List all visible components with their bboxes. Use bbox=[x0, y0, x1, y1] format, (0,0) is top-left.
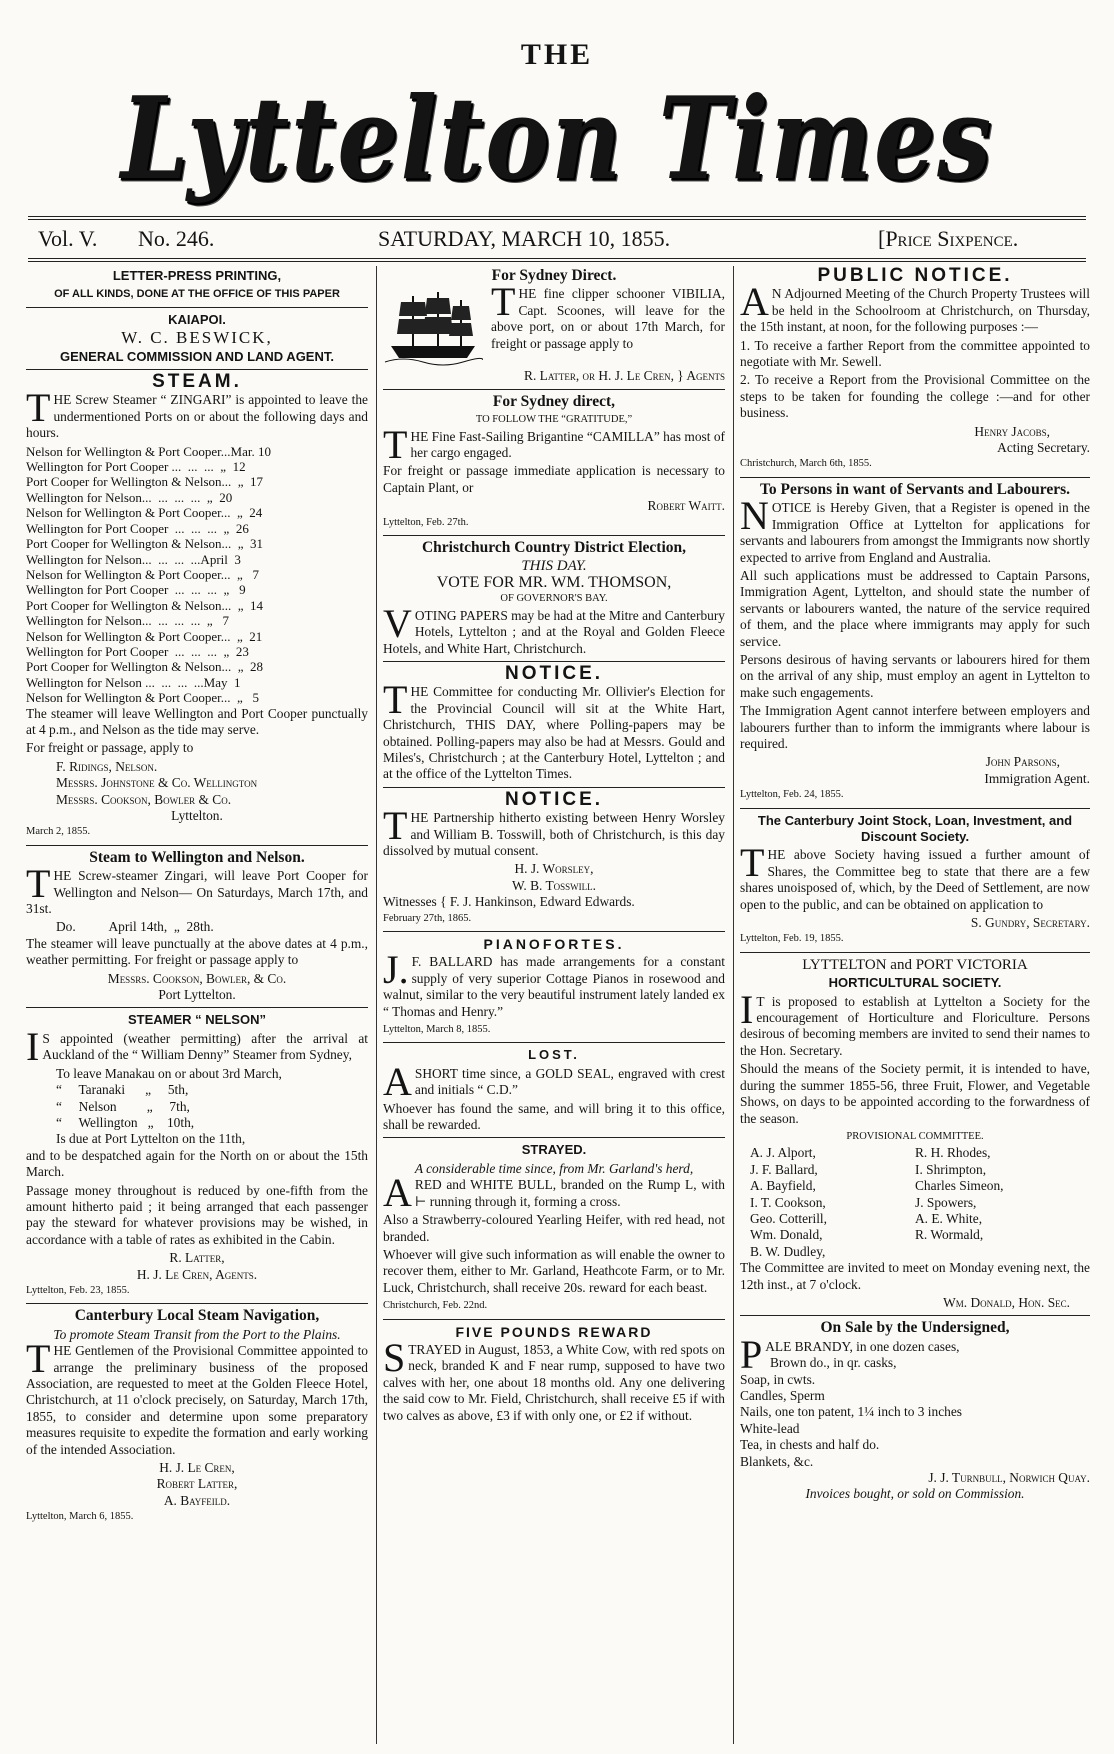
schedule-row: Nelson for Wellington & Port Cooper... „ 24 bbox=[26, 505, 263, 521]
ad-pianofortes bbox=[383, 936, 725, 1038]
servants-sig-2: Immigration Agent. bbox=[984, 770, 1090, 786]
sydney-heading: For Sydney Direct. bbox=[491, 267, 617, 284]
masthead-rule-bottom2 bbox=[28, 261, 1086, 262]
nelson-due: Is due at Port Lyttelton on the 11th, bbox=[56, 1131, 246, 1147]
lost-text: ASHORT time since, a GOLD SEAL, engraved with crest and initials “ C.D.” bbox=[383, 1058, 725, 1104]
sale-item: White-lead bbox=[740, 1420, 800, 1436]
piano-date: Lyttelton, March 8, 1855. bbox=[383, 1024, 491, 1036]
ad-notice-partnership bbox=[383, 788, 725, 927]
masthead-rule-top2 bbox=[28, 219, 1086, 220]
ad-letterpress bbox=[26, 268, 368, 365]
schedule-row: Wellington for Nelson... ... ... ... „ 20 bbox=[26, 489, 233, 505]
nelson-despatch: and to be despatched again for the North on or about the 15th March. bbox=[26, 1147, 368, 1180]
steam-agent-1: F. Ridings, Nelson. bbox=[56, 758, 158, 774]
kaiapoi-heading: KAIAPOI. bbox=[168, 311, 226, 327]
committee-member: J. F. Ballard, bbox=[750, 1161, 818, 1177]
committee-member: A. J. Alport, bbox=[750, 1145, 816, 1161]
schedule-row: Port Cooper for Wellington & Nelson... „ 17 bbox=[26, 474, 264, 490]
notice2-heading: NOTICE. bbox=[504, 788, 604, 810]
public-sig: Henry Jacobs, bbox=[974, 423, 1050, 439]
piano-heading: PIANOFORTES. bbox=[483, 936, 625, 952]
ad-sydney-camilla bbox=[383, 394, 725, 531]
sydney2-text: THE Fine Fast-Sailing Brigantine “CAMILLA” has most of her cargo engaged. bbox=[383, 421, 725, 467]
steam-date: March 2, 1855. bbox=[26, 826, 91, 838]
schedule-row: Nelson for Wellington & Port Cooper... „ 7 bbox=[26, 566, 260, 582]
committee-member: Wm. Donald, bbox=[750, 1227, 823, 1243]
election-text: VOTING PAPERS may be had at the Mitre and Canterbury Hotels, Lyttelton ; and at the Royal and Golden Fleece Hotels, and White Hart, Christchurch. bbox=[383, 600, 725, 656]
committee-member: J. Spowers, bbox=[915, 1194, 977, 1210]
masthead bbox=[0, 0, 1114, 265]
schedule-row: Port Cooper for Wellington & Nelson... „ 31 bbox=[26, 536, 264, 552]
committee-member: A. Bayfield, bbox=[750, 1178, 816, 1194]
steam-agent-3: Messrs. Cookson, Bowler & Co. bbox=[56, 791, 232, 807]
canterbury-sig-3: A. Bayfeild. bbox=[163, 1492, 231, 1508]
column-rule-2 bbox=[733, 266, 734, 1744]
nelson-sig-1: R. Latter, bbox=[169, 1250, 225, 1266]
wellington-agent: Messrs. Cookson, Bowler, & Co. bbox=[107, 970, 287, 986]
nelson-heading: STEAMER “ NELSON” bbox=[128, 1012, 266, 1028]
hort-text-3: The Committee are invited to meet on Monday evening next, the 12th inst., at 7 o'clock. bbox=[740, 1260, 1090, 1292]
sale-footer: Invoices bought, or sold on Commission. bbox=[805, 1486, 1025, 1502]
sale-item: Tea, in chests and half do. bbox=[740, 1437, 880, 1453]
servants-date: Lyttelton, Feb. 24, 1855. bbox=[740, 789, 844, 801]
strayed-text-2: Also a Strawberry-coloured Yearling Heifer, with red head, not branded. bbox=[383, 1212, 725, 1244]
schedule-row: Wellington for Port Cooper ... ... ... „ 23 bbox=[26, 643, 249, 659]
ad-wellington bbox=[26, 850, 368, 1004]
nelson-line-2: “ Nelson „ 7th, bbox=[56, 1098, 190, 1114]
hort-text-2: Should the means of the Society permit, it is intended to have, during the summer 1855-56, three Fruit, Flower, and Vegetable Shows, on days to be appointed according to the forwardness of the season. bbox=[740, 1061, 1090, 1126]
issue-date: SATURDAY, MARCH 10, 1855. bbox=[378, 226, 671, 251]
committee-member: R. H. Rhodes, bbox=[915, 1145, 991, 1161]
committee-member: I. T. Cookson, bbox=[750, 1194, 826, 1210]
piano-text: J.F. BALLARD has made arrangements for a constant supply of very superior Cottage Pianos in rosewood and walnut, similar to the very beautiful instrument lately landed ex “ Thomas and Henry.” bbox=[383, 947, 725, 1019]
canterbury-sub: To promote Steam Transit from the Port to the Plains. bbox=[53, 1326, 341, 1342]
committee-member: Charles Simeon, bbox=[915, 1178, 1004, 1194]
nelson-sig-2: H. J. Le Cren, Agents. bbox=[136, 1266, 258, 1282]
dateline bbox=[28, 226, 1086, 256]
nelson-money: Passage money throughout is reduced by one-fifth from the amount hitherto paid ; it being arranged that each passenger pay the steward for whatever provisions may be wished, in accordance with a table of rates as exhibited in the Cabin. bbox=[26, 1182, 368, 1247]
steam-agent-3b: Lyttelton. bbox=[171, 808, 223, 823]
ad-public-notice bbox=[740, 268, 1090, 473]
canterbury-date: Lyttelton, March 6, 1855. bbox=[26, 1511, 134, 1523]
election-vote: VOTE FOR MR. WM. THOMSON, bbox=[436, 573, 672, 591]
strayed-date: Christchurch, Feb. 22nd. bbox=[383, 1300, 488, 1312]
wellington-do: Do. April 14th, „ 28th. bbox=[56, 919, 214, 935]
ad-five-pounds bbox=[383, 1324, 725, 1424]
notice2-text: THE Partnership hitherto existing between Henry Worsley and William B. Tosswill, both of Christchurch, is this day dissolved by mutual consent. bbox=[383, 803, 725, 858]
notice1-heading: NOTICE. bbox=[504, 662, 604, 684]
steam-schedule bbox=[26, 444, 368, 706]
lost-heading: LOST. bbox=[528, 1047, 580, 1063]
schedule-row: Nelson for Wellington & Port Cooper... „ 5 bbox=[26, 690, 260, 706]
servants-text-4: The Immigration Agent cannot interfere between employers and labourers further than to inform the immigrants where labour is required. bbox=[740, 703, 1090, 751]
hort-heading: LYTTELTON and PORT VICTORIA bbox=[802, 956, 1028, 973]
wellington-text: THE Screw-steamer Zingari, will leave Port Cooper for Wellington and Nelson— On Saturdays, March 17th, and 31st. bbox=[26, 861, 368, 917]
newspaper-title: Lyttelton Times bbox=[120, 71, 994, 206]
schedule-row: Wellington for Nelson... ... ... ... „ 7 bbox=[26, 613, 229, 629]
sale-heading: On Sale by the Undersigned, bbox=[820, 1319, 1010, 1337]
schedule-row: Wellington for Nelson ... ... ... ...May 1 bbox=[26, 674, 241, 690]
steam-leave: The steamer will leave Wellington and Port Cooper punctually at 4 p.m., and Nelson as the tide may serve. bbox=[26, 705, 368, 737]
steam-agent-2: Messrs. Johnstone & Co. Wellington bbox=[56, 775, 258, 791]
sydney2-text-2: For freight or passage immediate application is necessary to Captain Plant, or bbox=[383, 463, 725, 495]
beswick-name: W. C. BESWICK, bbox=[121, 328, 273, 348]
sydney2-date: Lyttelton, Feb. 27th. bbox=[383, 516, 469, 528]
ad-steam bbox=[26, 371, 368, 841]
ad-joint-stock bbox=[740, 813, 1090, 948]
nelson-leave: To leave Manakau on or about 3rd March, bbox=[56, 1065, 282, 1081]
ad-sydney-direct bbox=[383, 268, 725, 385]
hort-sig: Wm. Donald, Hon. Sec. bbox=[943, 1294, 1070, 1310]
servants-heading: To Persons in want of Servants and Labourers. bbox=[759, 480, 1071, 498]
notice2-sig-2: W. B. Tosswill. bbox=[511, 877, 596, 893]
column-1 bbox=[26, 266, 368, 1744]
wellington-heading: Steam to Wellington and Nelson. bbox=[89, 848, 305, 866]
schedule-row: Port Cooper for Wellington & Nelson... „ 14 bbox=[26, 597, 264, 613]
public-item-2: 2. To receive a Report from the Provisional Committee on the steps to be taken for founding the college :—and for other business. bbox=[740, 372, 1090, 421]
canterbury-text: THE Gentlemen of the Provisional Committee appointed to arrange the preliminary business of the proposed Association, are requested to meet at the Golden Fleece Hotel, Christchurch, at 11 o'clock precisely, on Saturday, March 17th, 1855, to consider and determine upon some preparatory measures requisite to expedite the formation and early working of the intended Association. bbox=[26, 1336, 368, 1457]
nelson-line-3: “ Wellington „ 10th, bbox=[56, 1114, 195, 1130]
beswick-sub: GENERAL COMMISSION AND LAND AGENT. bbox=[60, 348, 334, 364]
steam-heading: STEAM. bbox=[152, 371, 242, 393]
reward-heading: FIVE POUNDS REWARD bbox=[455, 1323, 653, 1340]
sydney-text: THE fine clipper schooner VIBILIA, Capt. Scoones, will leave for the above port, on or about 17th March, for freight or passage apply to bbox=[491, 279, 725, 351]
ad-steamer-nelson bbox=[26, 1012, 368, 1299]
sale-sig: J. J. Turnbull, Norwich Quay. bbox=[928, 1470, 1090, 1486]
notice1-text: THE Committee for conducting Mr. Ollivier's Election for the Provincial Council will sit at the White Hart, Christchurch, THIS DAY, where Polling-papers may be obtained. Polling-papers may also be had at Messrs. Gould and Miles's, Christchurch ; at the Canterbury Hotel, Lyttelton ; and at the office of the Lyttelton Times. bbox=[383, 677, 725, 782]
sale-item: Brown do., in qr. casks, bbox=[770, 1355, 897, 1371]
committee-member: A. E. White, bbox=[915, 1210, 983, 1226]
masthead-rule-top bbox=[28, 216, 1086, 217]
nelson-text: IS appointed (weather permitting) after the arrival at Auckland of the “ William Denny” Steamer from Sydney, bbox=[26, 1023, 368, 1069]
election-day: THIS DAY. bbox=[521, 558, 587, 575]
canterbury-sig-1: H. J. Le Cren, bbox=[159, 1460, 235, 1476]
schedule-row: Port Cooper for Wellington & Nelson... „ 28 bbox=[26, 659, 264, 675]
ad-servants bbox=[740, 482, 1090, 804]
hort-committee-list bbox=[740, 1145, 1090, 1260]
letterpress-sub: OF ALL KINDS, DONE AT THE OFFICE OF THIS PAPER bbox=[54, 288, 340, 301]
nelson-line-1: “ Taranaki „ 5th, bbox=[56, 1082, 189, 1098]
canterbury-sig-2: Robert Latter, bbox=[156, 1476, 238, 1492]
sydney2-sub: TO FOLLOW THE “GRATITUDE,” bbox=[475, 414, 633, 426]
ad-strayed bbox=[383, 1142, 725, 1314]
wellington-agent-2: Port Lyttelton. bbox=[158, 987, 236, 1003]
wellington-text-2: The steamer will leave punctually at the above dates at 4 p.m., weather permitting. For freight or passage apply to bbox=[26, 935, 368, 968]
schedule-row: Wellington for Port Cooper ... ... ... „ 9 bbox=[26, 582, 246, 598]
steam-text: THE Screw Steamer “ ZINGARI” is appointed to leave the undermentioned Ports on or about the following days and hours. bbox=[26, 385, 368, 441]
joint-date: Lyttelton, Feb. 19, 1855. bbox=[740, 933, 844, 945]
schedule-row: Wellington for Port Cooper ... ... ... „ 12 bbox=[26, 459, 246, 475]
sydney2-sig: Robert Waitt. bbox=[647, 498, 725, 514]
ad-election bbox=[383, 540, 725, 657]
servants-sig: John Parsons, bbox=[985, 754, 1060, 770]
public-date: Christchurch, March 6th, 1855. bbox=[740, 458, 872, 470]
canterbury-heading: Canterbury Local Steam Navigation, bbox=[74, 1307, 320, 1325]
sale-item: Soap, in cwts. bbox=[740, 1371, 816, 1387]
sailing-ship-icon bbox=[383, 288, 483, 366]
committee-member: R. Wormald, bbox=[915, 1227, 984, 1243]
reward-text: STRAYED in August, 1853, a White Cow, with red spots on neck, branded K and F near rump, supposed to have two calves with her, one about 18 months old. Any one delivering the said cow to Mr. Field, Christchurch, shall receive £5 if with two calves as above, £3 if with only one, or £2 if without. bbox=[383, 1334, 725, 1423]
schedule-row: Wellington for Nelson... ... ... ...April 3 bbox=[26, 551, 241, 567]
schedule-row: Nelson for Wellington & Port Cooper...Mar. 10 bbox=[26, 443, 271, 459]
committee-member: I. Shrimpton, bbox=[915, 1161, 987, 1177]
column-2 bbox=[383, 266, 725, 1744]
column-rule-1 bbox=[376, 266, 377, 1744]
election-of: OF GOVERNOR'S BAY. bbox=[500, 593, 608, 605]
sale-item: Nails, one ton patent, 1¼ inch to 3 inches bbox=[740, 1404, 963, 1420]
committee-member: B. W. Dudley, bbox=[750, 1243, 826, 1259]
strayed-sub: A considerable time since, from Mr. Garland's herd, bbox=[414, 1160, 694, 1176]
sydney2-heading: For Sydney direct, bbox=[492, 392, 616, 410]
lost-text-2: Whoever has found the same, and will bring it to this office, shall be rewarded. bbox=[383, 1100, 725, 1133]
notice2-sig-1: H. J. Worsley, bbox=[514, 861, 594, 877]
strayed-text: ARED and WHITE BULL, branded on the Rump L, with ⊢ running through it, forming a cross. bbox=[383, 1170, 725, 1216]
committee-member bbox=[915, 1244, 1080, 1260]
notice2-witnesses: Witnesses { F. J. Hankinson, Edward Edwards. bbox=[383, 894, 635, 910]
masthead-the: THE bbox=[520, 38, 594, 71]
masthead-rule-bottom bbox=[28, 258, 1086, 259]
hort-committee: PROVISIONAL COMMITTEE. bbox=[846, 1130, 984, 1142]
sale-item: Candles, Sperm bbox=[740, 1388, 825, 1403]
steam-apply: For freight or passage, apply to bbox=[26, 740, 194, 756]
ad-lost bbox=[383, 1047, 725, 1133]
public-item-1: 1. To receive a farther Report from the committee appointed to negotiate with Mr. Sewell. bbox=[740, 337, 1090, 370]
ad-notice-ollivier bbox=[383, 662, 725, 783]
notice2-date: February 27th, 1865. bbox=[383, 912, 472, 924]
volume: Vol. V. bbox=[38, 226, 98, 251]
ad-on-sale bbox=[740, 1320, 1090, 1502]
price: [Price Sixpence. bbox=[878, 226, 1019, 251]
public-text: AN Adjourned Meeting of the Church Property Trustees will be held in the Schoolroom at Christchurch, on Thursday, the 15th instant, at noon, for the following purposes :— bbox=[740, 279, 1090, 335]
hort-sub: HORTICULTURAL SOCIETY. bbox=[828, 975, 1002, 991]
committee-member: Geo. Cotterill, bbox=[750, 1210, 827, 1226]
strayed-heading: STRAYED. bbox=[521, 1142, 587, 1158]
servants-text-2: All such applications must be addressed to Captain Parsons, Immigration Agent, Lyttelton, and should state the number of servants or labourers wanted, the nature of the service required of them, and the place where immigrants may apply for such service. bbox=[740, 567, 1090, 649]
ad-canterbury-steam bbox=[26, 1308, 368, 1525]
public-sig-2: Acting Secretary. bbox=[997, 440, 1090, 456]
public-heading: PUBLIC NOTICE. bbox=[817, 266, 1013, 286]
hort-text: IT is proposed to establish at Lyttelton a Society for the encouragement of Horticulture and Floriculture. Persons desirous of becoming members are invited to send their names to the Hon. Secretary. bbox=[740, 986, 1090, 1058]
election-heading: Christchurch Country District Election, bbox=[421, 539, 687, 557]
joint-text: THE above Society having issued a further amount of Shares, the Committee beg to state that there are a few shares unoisposed of, which, by the Deed of Settlement, are now open to the public, and can be obtained on application to bbox=[740, 840, 1090, 912]
strayed-text-3: Whoever will give such information as will enable the owner to recover them, either to Mr. Garland, Heathcote Farm, or to Mr. Luck, Christchurch, shall receive 20s. reward for each beast. bbox=[383, 1246, 725, 1295]
nelson-date: Lyttelton, Feb. 23, 1855. bbox=[26, 1284, 130, 1296]
schedule-row: Nelson for Wellington & Port Cooper... „ 21 bbox=[26, 628, 263, 644]
schedule-row: Wellington for Port Cooper ... ... ... „ 26 bbox=[26, 520, 249, 536]
column-3 bbox=[740, 266, 1090, 1744]
sale-item: Blankets, &c. bbox=[740, 1453, 814, 1469]
joint-sig: S. Gundry, Secretary. bbox=[970, 915, 1090, 931]
letterpress-heading: LETTER-PRESS PRINTING, bbox=[112, 268, 282, 283]
sydney-agent: R. Latter, or H. J. Le Cren, } Agents bbox=[524, 368, 725, 384]
issue-number: No. 246. bbox=[138, 226, 215, 251]
servants-text: NOTICE is Hereby Given, that a Register is opened in the Immigration Office at Lyttelton for applications for servants and labourers from amongst the Immigrants now shortly expected to arrive from England and Australia. bbox=[740, 493, 1090, 565]
ad-horticultural bbox=[740, 957, 1090, 1312]
joint-heading: The Canterbury Joint Stock, Loan, Investment, and Discount Society. bbox=[757, 812, 1073, 844]
servants-text-3: Persons desirous of having servants or labourers hired for them on the arrival of any ship, must employ an agent in Lyttelton to make such engagements. bbox=[740, 651, 1090, 700]
sale-item: PALE BRANDY, in one dozen cases, bbox=[740, 1331, 960, 1377]
